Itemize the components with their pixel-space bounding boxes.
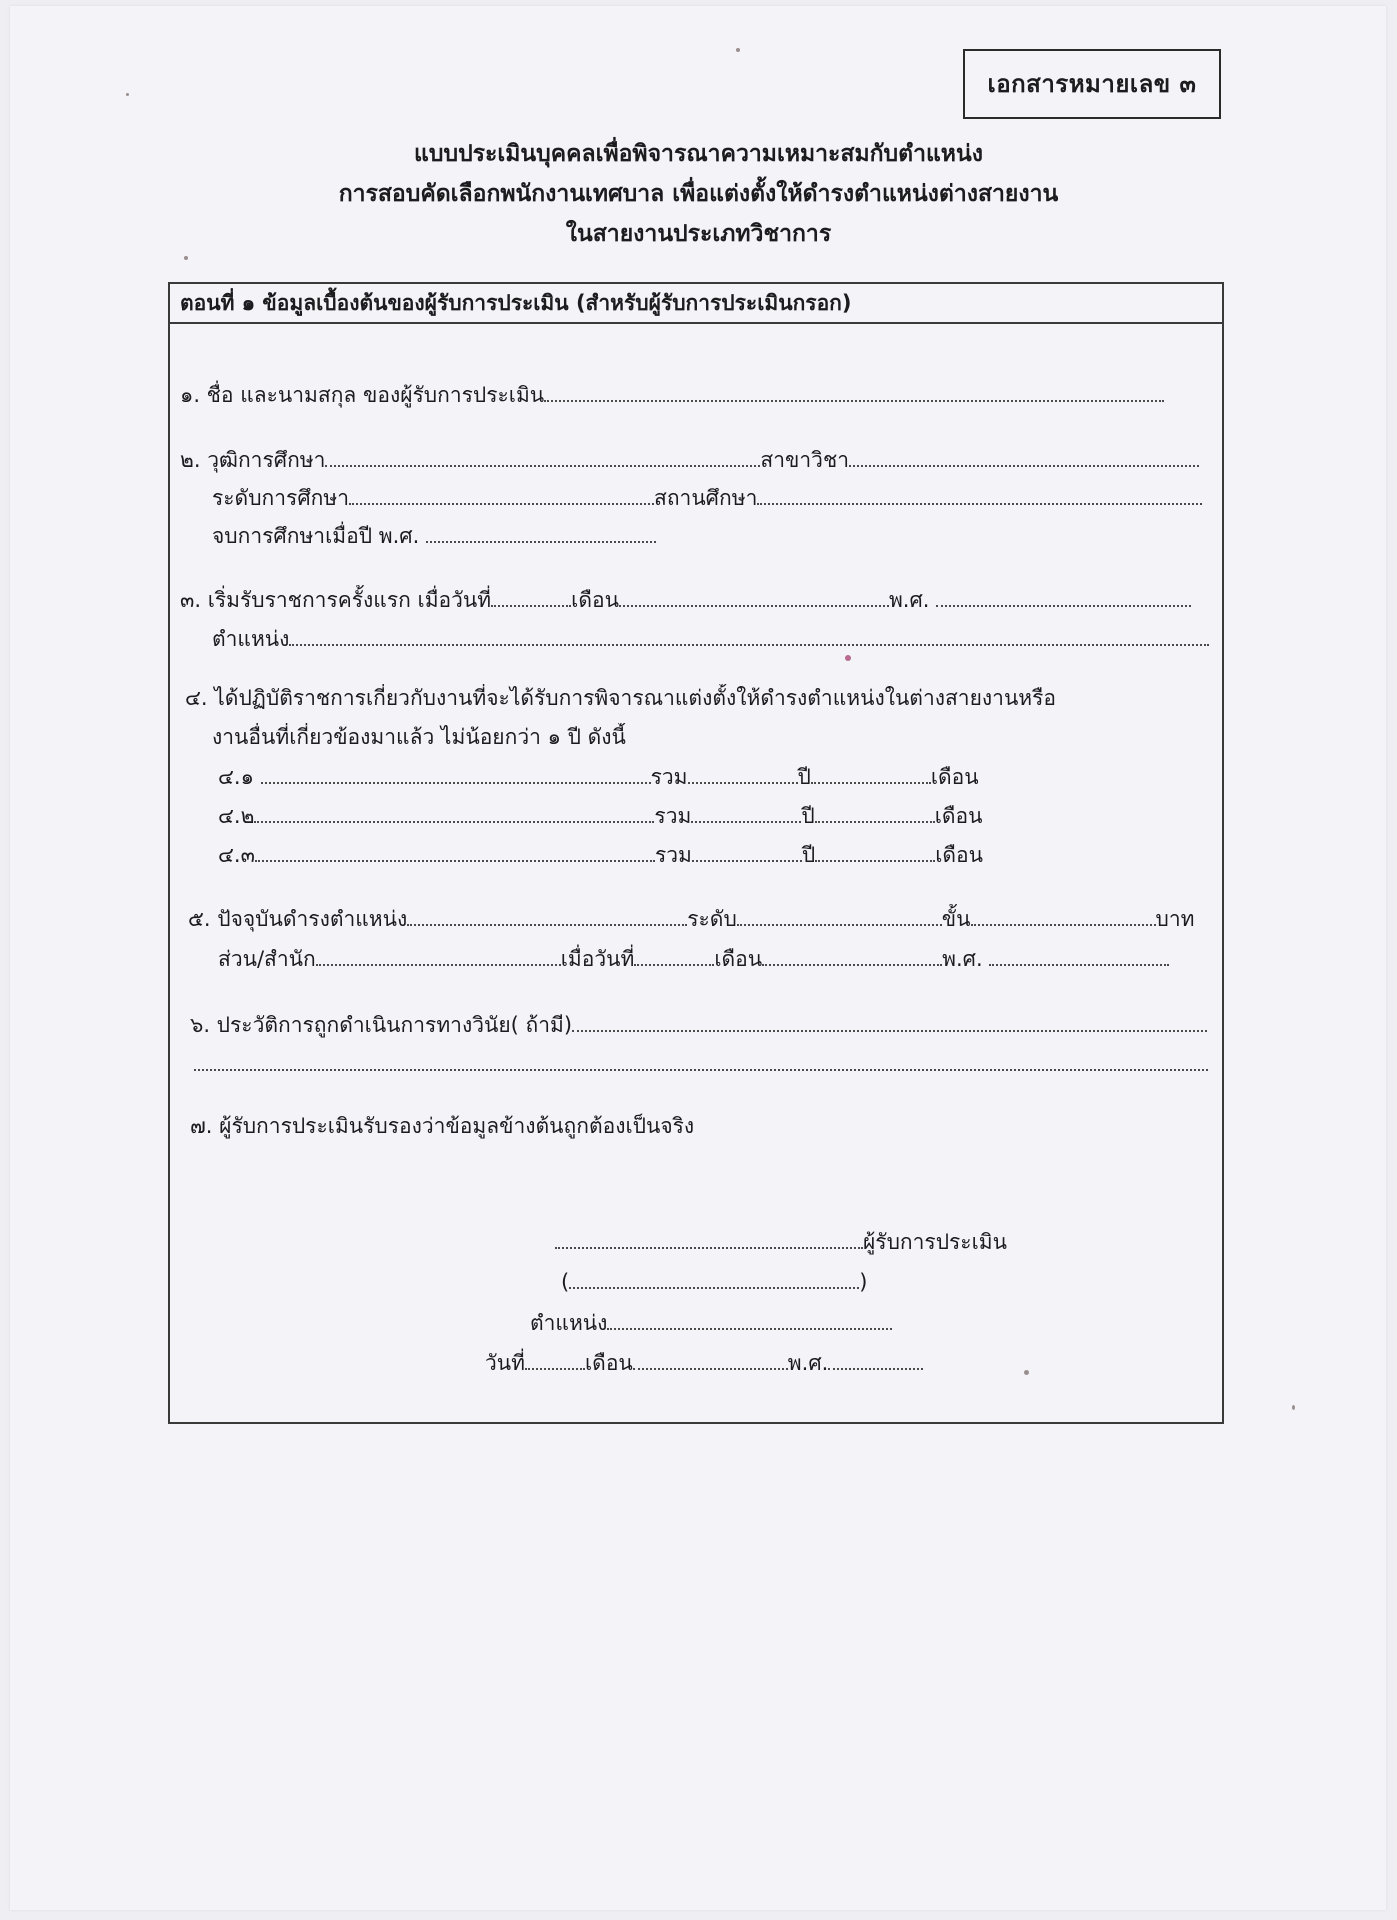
item3-row-1 [180, 585, 1191, 615]
scan-speck [126, 93, 129, 96]
sign-day-field[interactable] [525, 1348, 585, 1370]
graduated-year-field[interactable] [426, 521, 656, 543]
education-level-label: ระดับการศึกษา [212, 486, 349, 510]
item4-sub-3 [218, 840, 983, 870]
degree-label: ๒. วุฒิการศึกษา [180, 448, 326, 472]
signer-position-field[interactable] [607, 1308, 892, 1330]
scan-speck [1024, 1370, 1029, 1375]
open-paren: ( [561, 1270, 570, 1294]
major-label: สาขาวิชา [760, 448, 850, 472]
current-level-field[interactable] [737, 904, 942, 926]
item4-sub-2 [218, 801, 982, 831]
signature-date-row [485, 1348, 923, 1378]
institution-label: สถานศึกษา [654, 486, 758, 510]
month-label: เดือน [930, 765, 979, 789]
form-title-line-2: การสอบคัดเลือกพนักงานเทศบาล เพื่อแต่งตั้งให้ดำรงตำแหน่งต่างสายงาน [338, 181, 1059, 207]
total-label: รวม [650, 765, 688, 789]
service-start-month-field[interactable] [619, 585, 889, 607]
scan-speck [845, 655, 851, 661]
name-label: ๑. ชื่อ และนามสกุล ของผู้รับการประเมิน [180, 383, 545, 407]
item3-row-2 [212, 624, 1209, 654]
item4-line-1: ๔. ได้ปฏิบัติราชการเกี่ยวกับงานที่จะได้รับการพิจารณาแต่งตั้งให้ดำรงตำแหน่งในต่างสายงานหรือ [185, 686, 1057, 710]
item5-row-2 [218, 944, 1169, 974]
sub3-total-field[interactable] [692, 840, 802, 862]
sub1-total-field[interactable] [688, 762, 798, 784]
item5-row-1 [188, 904, 1194, 934]
signature-field[interactable] [555, 1227, 863, 1249]
salary-step-label: ขั้น [941, 907, 971, 931]
signature-name-row [561, 1267, 867, 1297]
document-number: เอกสารหมายเลข ๓ [987, 70, 1197, 98]
item2-row-1 [180, 445, 1199, 475]
sub2-year-field[interactable] [815, 801, 935, 823]
sub3-detail-field[interactable] [255, 840, 655, 862]
current-position-label: ๕. ปัจจุบันดำรงตำแหน่ง [188, 907, 408, 931]
department-label: ส่วน/สำนัก [218, 947, 316, 971]
disciplinary-label: ๖. ประวัติการถูกดำเนินการทางวินัย( ถ้ามี) [190, 1013, 573, 1037]
signer-name-field[interactable] [569, 1267, 859, 1289]
item6-row-2 [194, 1049, 1208, 1079]
signer-position-label: ตำแหน่ง [530, 1311, 608, 1335]
appointed-month-label: เดือน [714, 947, 763, 971]
document-number-box [963, 49, 1221, 119]
item7-row: ๗. ผู้รับการประเมินรับรองว่าข้อมูลข้างต้นถูกต้องเป็นจริง [190, 1114, 695, 1138]
disciplinary-field[interactable] [572, 1010, 1207, 1032]
item2-row-2 [212, 483, 1202, 513]
item4-line-2: งานอื่นที่เกี่ยวข้องมาแล้ว ไม่น้อยกว่า ๑ ปี ดังนี้ [212, 725, 626, 749]
first-position-label: ตำแหน่ง [212, 627, 290, 651]
current-level-label: ระดับ [687, 907, 737, 931]
appointed-year-label: พ.ศ. [942, 947, 983, 971]
sub2-total-field[interactable] [691, 801, 801, 823]
section-header: ตอนที่ ๑ ข้อมูลเบื้องต้นของผู้รับการประเมิน (สำหรับผู้รับการประเมินกรอก) [168, 282, 1224, 324]
sign-date-label: วันที่ [485, 1351, 525, 1375]
sign-month-label: เดือน [585, 1351, 633, 1375]
scan-speck [736, 48, 740, 52]
institution-field[interactable] [757, 483, 1202, 505]
degree-field[interactable] [325, 445, 760, 467]
total-label: รวม [654, 804, 692, 828]
sub1-year-field[interactable] [811, 762, 931, 784]
sign-year-label: พ.ศ. [787, 1351, 829, 1375]
graduated-year-label: จบการศึกษาเมื่อปี พ.ศ. [212, 524, 420, 548]
appointed-day-field[interactable] [634, 944, 714, 966]
service-start-day-field[interactable] [491, 585, 571, 607]
total-label: รวม [654, 843, 692, 867]
education-level-field[interactable] [349, 483, 654, 505]
sub-label: ๔.๓ [218, 843, 255, 867]
sub3-year-field[interactable] [815, 840, 935, 862]
service-start-month-label: เดือน [571, 588, 619, 612]
item6-row-1 [190, 1010, 1207, 1040]
signature-row [555, 1227, 1007, 1257]
service-start-year-field[interactable] [936, 585, 1191, 607]
service-start-year-label: พ.ศ. [888, 588, 930, 612]
sign-month-field[interactable] [633, 1348, 788, 1370]
department-field[interactable] [316, 944, 561, 966]
close-paren: ) [859, 1270, 868, 1294]
name-field[interactable] [544, 380, 1164, 402]
sub-label: ๔.๒ [218, 804, 255, 828]
signer-label: ผู้รับการประเมิน [863, 1230, 1007, 1254]
item4-sub-1 [218, 762, 979, 792]
appointed-month-field[interactable] [762, 944, 942, 966]
item2-row-3 [212, 521, 656, 551]
disciplinary-field-continued[interactable] [194, 1049, 1208, 1071]
first-position-field[interactable] [289, 624, 1209, 646]
scan-speck [184, 256, 188, 260]
item1-row [180, 380, 1164, 410]
salary-step-field[interactable] [971, 904, 1156, 926]
form-title-line-1: แบบประเมินบุคคลเพื่อพิจารณาความเหมาะสมกับตำแหน่ง [414, 141, 983, 167]
current-position-field[interactable] [407, 904, 687, 926]
signature-position-row [530, 1308, 892, 1338]
scan-speck [1292, 1405, 1295, 1410]
sub-label: ๔.๑ [218, 765, 254, 789]
service-start-label: ๓. เริ่มรับราชการครั้งแรก เมื่อวันที่ [180, 588, 492, 612]
form-title-line-3: ในสายงานประเภทวิชาการ [565, 221, 832, 247]
month-label: เดือน [935, 843, 983, 867]
sign-year-field[interactable] [828, 1348, 923, 1370]
appointed-date-label: เมื่อวันที่ [560, 947, 635, 971]
appointed-year-field[interactable] [989, 944, 1169, 966]
major-field[interactable] [849, 445, 1199, 467]
sub2-detail-field[interactable] [254, 801, 654, 823]
sub1-detail-field[interactable] [261, 762, 651, 784]
year-label: ปี [797, 765, 811, 789]
baht-label: บาท [1155, 907, 1195, 931]
year-label: ปี [801, 843, 816, 867]
month-label: เดือน [934, 804, 983, 828]
year-label: ปี [801, 804, 815, 828]
